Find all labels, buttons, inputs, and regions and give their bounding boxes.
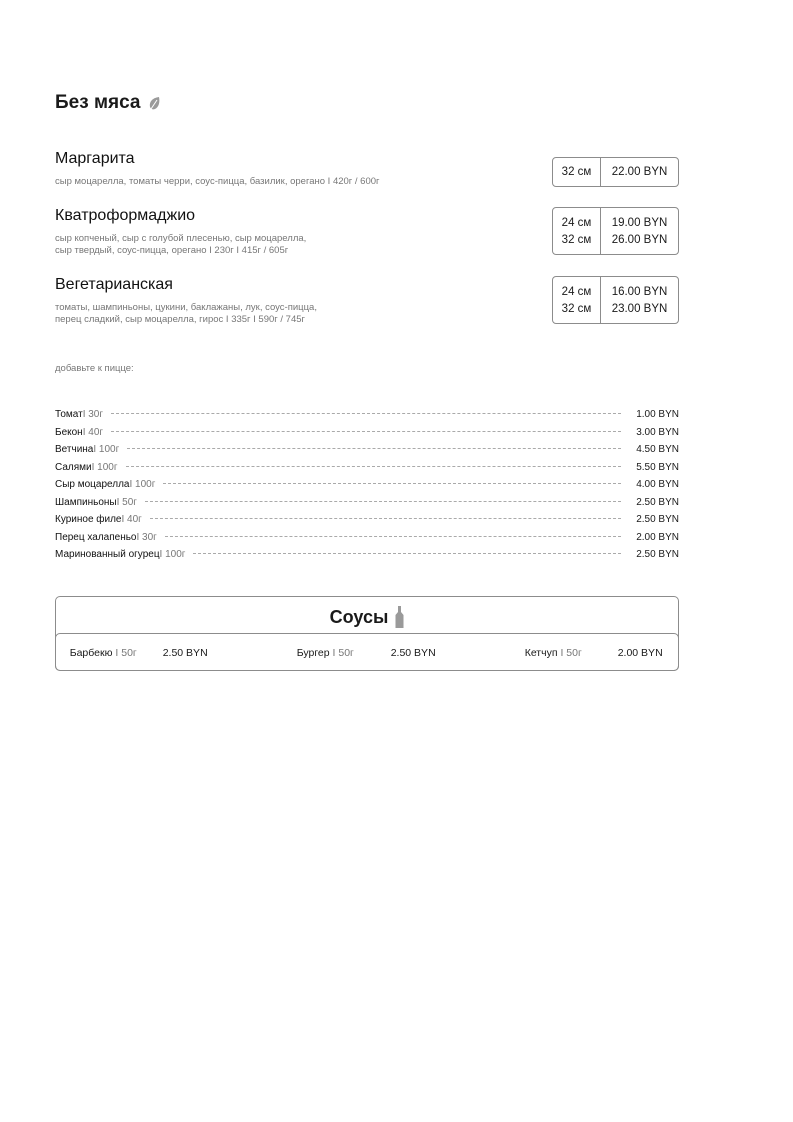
sauces-card [55,596,679,671]
size-column [553,277,601,323]
addon-price: 5.50 BYN [636,461,679,473]
size-column [553,208,601,254]
pizza-description [55,176,495,188]
pizza-item-vegetarian [55,276,679,326]
dotted-leader [193,553,621,554]
pizza-name: Кватроформаджио [55,207,196,224]
addon-weight: I 100г [159,549,186,560]
addons-list [55,409,679,567]
dotted-leader [126,466,622,467]
pizza-description [55,302,495,326]
addon-row [55,462,679,480]
sauces-list [55,633,680,671]
addons-intro: добавьте к пицце: [55,363,134,374]
addon-name: Куриное филе [55,514,122,525]
addon-row [55,409,679,427]
sauce-weight: I 50г [329,647,354,659]
addon-weight: I 100г [93,444,120,455]
dotted-leader [111,413,621,414]
dotted-leader [150,518,621,519]
price-box [552,276,679,324]
addon-name: Томат [55,409,83,420]
addon-row [55,497,679,515]
addon-name: Бекон [55,426,83,438]
sauce-price: 2.50 BYN [390,647,436,659]
pizza-description-line: сыр моцарелла, томаты черри, соус-пицца, базилик, орегано I 420г / 600г [55,176,380,187]
size-label: 24 см [561,285,592,298]
addon-price: 2.50 BYN [636,514,679,525]
dotted-leader [165,536,621,537]
addon-price: 2.50 BYN [636,496,679,508]
sauce-name: Барбекю [69,647,113,659]
dotted-leader [111,431,621,432]
addon-weight: I 40г [121,514,142,525]
addon-row [55,549,679,567]
addon-row [55,427,679,445]
pizza-description-line: сыр копченый, сыр с голубой плесенью, сыр моцарелла, [55,233,307,244]
addon-name: Сыр моцарелла [55,479,130,490]
sauce-weight: I 50г [557,647,582,659]
sauce-item [297,647,354,659]
price-value: 16.00 BYN [611,285,668,298]
pizza-name: Вегетарианская [55,276,173,293]
addon-price: 3.00 BYN [636,426,679,438]
addon-weight: I 100г [129,479,156,490]
addon-weight: I 100г [91,461,118,473]
dotted-leader [127,448,621,449]
sauce-price: 2.00 BYN [617,647,663,659]
pizza-item-margarita [55,150,679,188]
addon-weight: I 30г [82,409,104,420]
pizza-description-line: перец сладкий, сыр моцарелла, гирос I 335г I 590г / 745г [55,314,305,325]
addon-price: 2.00 BYN [636,531,679,543]
size-label: 32 см [561,302,592,315]
sauce-item [525,647,582,659]
sauce-weight: I 50г [112,647,137,659]
addon-price: 1.00 BYN [636,409,679,420]
sauces-title [56,606,678,628]
addon-weight: I 40г [82,426,104,438]
pizza-description-line: томаты, шампиньоны, цукини, баклажаны, лук, соус-пицца, [55,302,317,313]
addon-name: Ветчина [55,444,94,455]
price-value: 19.00 BYN [611,216,668,229]
addon-row [55,444,679,462]
addon-price: 2.50 BYN [636,549,679,560]
addon-row [55,479,679,497]
size-column [553,158,601,186]
dotted-leader [163,483,621,484]
pizza-name: Маргарита [55,150,135,167]
addon-row [55,532,679,550]
addon-name: Салями [55,461,92,473]
price-column [601,158,678,186]
addon-weight: I 30г [136,531,157,543]
sauce-price: 2.50 BYN [162,647,208,659]
addon-row [55,514,679,532]
addon-name: Маринованный огурец [55,549,160,560]
addon-name: Шампиньоны [55,496,117,508]
dotted-leader [145,501,621,502]
price-value: 26.00 BYN [611,233,668,246]
price-value: 22.00 BYN [611,166,668,178]
leaf-icon [148,96,161,111]
addon-price: 4.50 BYN [636,444,679,455]
price-box [552,157,679,187]
price-column [601,277,678,323]
size-label: 24 см [561,216,592,229]
sauce-name: Кетчуп [524,647,558,659]
pizza-description [55,233,495,257]
sauce-name: Бургер [296,647,330,659]
section-title [55,92,161,114]
sauces-title-text: Соусы [329,606,389,627]
pizza-description-line: сыр твердый, соус-пицца, орегано I 230г I 415г / 605г [55,245,289,256]
size-label: 32 см [561,166,592,178]
addon-name: Перец халапеньо [55,531,137,543]
pizza-item-quattro-formaggi [55,207,679,257]
section-title-text: Без мяса [55,92,141,113]
bottle-icon [395,606,404,628]
price-column [601,208,678,254]
addon-weight: I 50г [116,496,137,508]
size-label: 32 см [561,233,592,246]
price-value: 23.00 BYN [611,302,668,315]
addon-price: 4.00 BYN [636,479,679,490]
price-box [552,207,679,255]
sauce-item [70,647,137,659]
